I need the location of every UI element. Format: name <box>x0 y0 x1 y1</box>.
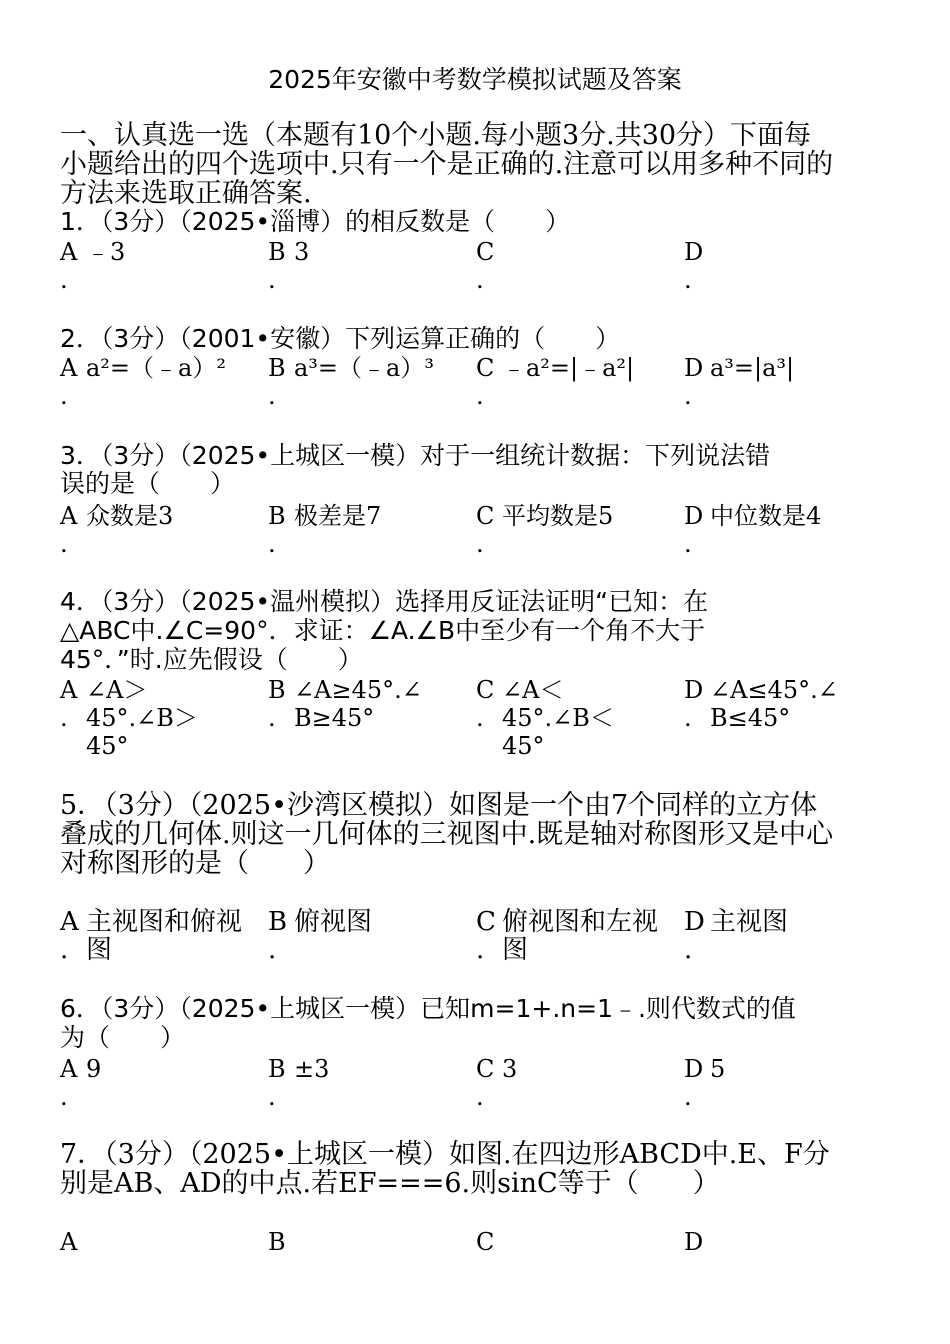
question-1-stem: 1．（3分）（2025•淄博）的相反数是（ ） <box>60 207 571 236</box>
option-a[interactable]: A 众数是3 . <box>60 502 174 558</box>
question-4-stem-2: △ABC中.∠C=90°．求证：∠A.∠B中至少有一个角不大于 <box>60 616 706 645</box>
option-a[interactable]: A a²=（﹣a）² . <box>60 354 226 410</box>
option-a[interactable]: A ∠A＞ . 45°.∠B＞ 45° <box>60 676 198 760</box>
intro-line-1: 一、认真选一选（本题有10个小题.每小题3分.共30分）下面每 <box>60 120 812 151</box>
option-a[interactable]: A <box>60 1228 78 1256</box>
question-2-options <box>60 354 900 414</box>
question-5-options <box>60 908 900 968</box>
question-7-options <box>60 1228 900 1260</box>
question-4-stem-3: 45°．”时.应先假设（ ） <box>60 645 363 674</box>
question-5-stem-2: 叠成的几何体.则这一几何体的三视图中.既是轴对称图形又是中心 <box>60 819 834 850</box>
option-a[interactable]: A 9 . <box>60 1055 102 1111</box>
option-a[interactable]: A 主视图和俯视 . 图 <box>60 907 243 965</box>
intro-line-2: 小题给出的四个选项中.只有一个是正确的.注意可以用多种不同的 <box>60 149 834 180</box>
option-d[interactable]: D 主视图 . <box>684 907 789 965</box>
option-b[interactable]: B 极差是7 . <box>268 502 382 558</box>
question-6-stem-1: 6．（3分）（2025•上城区一模）已知m=1+.n=1﹣.则代数式的值 <box>60 994 796 1023</box>
question-6-stem-2: 为（ ） <box>60 1023 186 1052</box>
option-b[interactable]: B ∠A≥45°.∠ . B≥45° <box>268 676 422 732</box>
option-c[interactable]: C . <box>476 238 495 294</box>
question-3-options <box>60 502 900 562</box>
question-1-options <box>60 238 900 298</box>
option-b[interactable]: B a³=（﹣a）³ . <box>268 354 434 410</box>
option-d[interactable]: D 中位数是4 . <box>684 502 822 558</box>
option-d[interactable]: D a³=|a³| . <box>684 354 795 410</box>
page-title: 2025年安徽中考数学模拟试题及答案 <box>268 65 682 94</box>
question-2-stem: 2．（3分）（2001•安徽）下列运算正确的（ ） <box>60 324 621 353</box>
question-4-stem-1: 4．（3分）（2025•温州模拟）选择用反证法证明“已知：在 <box>60 587 709 616</box>
option-d[interactable]: D . <box>684 238 704 294</box>
option-d[interactable]: D <box>684 1228 704 1256</box>
option-c[interactable]: C ﹣a²=|﹣a²| . <box>476 354 635 410</box>
option-c[interactable]: C 俯视图和左视 . 图 <box>476 907 659 965</box>
question-5-stem-3: 对称图形的是（ ） <box>60 848 330 879</box>
question-7-stem-1: 7．（3分）（2025•上城区一模）如图.在四边形ABCD中.E、F分 <box>60 1139 830 1170</box>
question-5-stem-1: 5．（3分）（2025•沙湾区模拟）如图是一个由7个同样的立方体 <box>60 790 818 821</box>
option-c[interactable]: C ∠A＜ . 45°.∠B＜ 45° <box>476 676 614 760</box>
option-c[interactable]: C 3 . <box>476 1055 518 1111</box>
question-6-options <box>60 1055 900 1115</box>
question-3-stem-2: 误的是（ ） <box>60 469 236 498</box>
question-4-options <box>60 676 900 766</box>
option-c[interactable]: C <box>476 1228 495 1256</box>
question-7-stem-2: 别是AB、AD的中点.若EF===6.则sinC等于（ ） <box>60 1168 720 1199</box>
option-c[interactable]: C 平均数是5 . <box>476 502 614 558</box>
option-a[interactable]: A ﹣3 . <box>60 238 126 294</box>
question-3-stem-1: 3．（3分）（2025•上城区一模）对于一组统计数据：下列说法错 <box>60 441 771 470</box>
option-d[interactable]: D ∠A≤45°.∠ . B≤45° <box>684 676 838 732</box>
option-d[interactable]: D 5 . <box>684 1055 726 1111</box>
option-b[interactable]: B 3 . <box>268 238 310 294</box>
option-b[interactable]: B ±3 . <box>268 1055 330 1111</box>
intro-line-3: 方法来选取正确答案. <box>60 178 312 209</box>
option-b[interactable]: B 俯视图 . <box>268 907 373 965</box>
option-b[interactable]: B <box>268 1228 286 1256</box>
